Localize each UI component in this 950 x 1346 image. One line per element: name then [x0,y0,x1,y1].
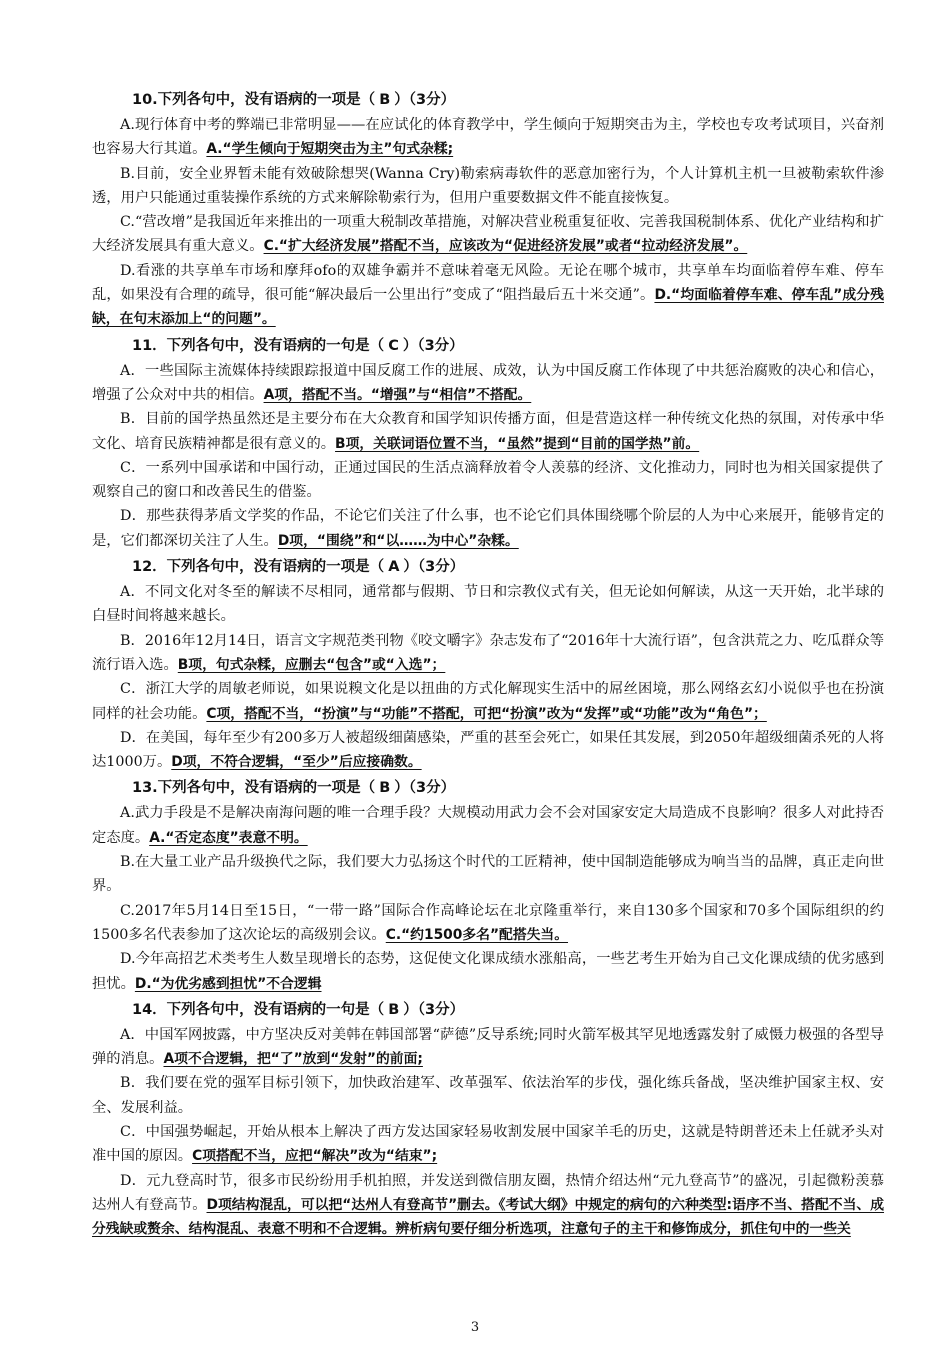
option-b: B.在大量工业产品升级换代之际，我们要大力弘扬这个时代的工匠精神，使中国制造能够成为响当当的品牌，真正走向世界。 [92,854,884,895]
explanation-note: D.“均面临着停车难、停车乱”成分残缺，在句末添加上“的问题”。 [92,287,884,328]
explanation-note: A.“否定态度”表意不明。 [149,829,308,846]
explanation-note: A项，搭配不当。“增强”与“相信”不搭配。 [263,386,532,403]
explanation-note: D项，“围绕”和“以……为中心”杂糅。 [277,532,519,549]
answer-letter: B [379,780,391,797]
option-d: D.看涨的共享单车市场和摩拜ofo的双雄争霸并不意味着毫无风险。无论在哪个城市，共享单车均面临着停车难、停车乱，如果没有合理的疏导，很可能“解决最后一公里出行”变成了“阻挡最后五十米交通”。D.“均面临着停车难、停车乱”成分残缺，在句末添加上“的问题”。 [92,262,884,328]
option-c: C．浙江大学的周敏老师说，如果说糗文化是以扭曲的方式化解现实生活中的屌丝困境，那么网络玄幻小说似乎也在扮演同样的社会功能。C项，搭配不当，“扮演”与“功能”不搭配，可把“扮演”改为“发挥”或“功能”改为“角色”； [92,681,884,722]
page-number: 3 [470,1320,480,1335]
answer-letter: A [388,559,400,576]
option-d: D．元九登高时节，很多市民纷纷用手机拍照，并发送到微信朋友圈，热情介绍达州“元九登高节”的盛况，引起微粉羡慕达州人有登高节。D项结构混乱，可以把“达州人有登高节”删去。《考试大纲》中规定的病句的六种类型:语序不当、搭配不当、成分残缺或赘余、结构混乱、表意不明和不合逻辑。辨析病句要仔细分析选项，注意句子的主干和修饰成分，抓住句中的一些关 [92,1172,885,1238]
explanation-note: D.“为优劣感到担忧”不合逻辑 [134,975,322,992]
option-d: D．那些获得茅盾文学奖的作品，不论它们关注了什么事，也不论它们具体围绕哪个阶层的人为中心来展开，能够肯定的是，它们都深切关注了人生。D项，“围绕”和“以……为中心”杂糅。 [92,508,884,549]
option-d: D．在美国，每年至少有200多万人被超级细菌感染，严重的甚至会死亡，如果任其发展，到2050年超级细菌杀死的人将达1000万。D项，不符合逻辑，“至少”后应接确数。 [92,729,884,771]
option-b: B．目前的国学热虽然还是主要分布在大众教育和国学知识传播方面，但是营造这样一种传统文化热的氛围，对传承中华文化、培育民族精神都是很有意义的。B项，关联词语位置不当，“虽然”提到“目前的国学热”前。 [92,411,884,452]
question-10 [92,88,884,332]
answer-letter: B [379,92,391,108]
document-page [92,86,884,1241]
question-title: 14．下列各句中，没有语病的一句是（ B ）（3分） [132,1001,465,1018]
option-a: A．不同文化对冬至的解读不尽相同，通常都与假期、节日和宗教仪式有关，但无论如何解读，从这一天开始，北半球的白昼时间将越来越长。 [92,584,884,625]
option-c: C.2017年5月14日至15日，“一带一路”国际合作高峰论坛在北京隆重举行，来自130多个国家和70多个国际组织的约1500多名代表参加了这次论坛的高级别会议。C.“约1500多名”配搭失当。 [92,902,884,943]
question-14 [92,998,884,1242]
question-title: 13.下列各句中，没有语病的一项是（ B ）（3分） [132,780,456,797]
question-11 [92,334,884,553]
option-c: C．一系列中国承诺和中国行动，正通过国民的生活点滴释放着令人羡慕的经济、文化推动力，同时也为相关国家提供了观察自己的窗口和改善民生的借鉴。 [92,459,884,501]
explanation-note: A项不合逻辑，把“了”放到“发射”的前面; [163,1051,423,1068]
explanation-note: C项搭配不当，应把“解决”改为“结束”; [192,1148,438,1165]
answer-letter: B [388,1001,400,1018]
question-title: 12．下列各句中，没有语病的一项是（ A ）（3分） [132,559,465,576]
option-b: B.目前，安全业界暂未能有效破除想哭(Wanna Cry)勒索病毒软件的恶意加密行为，个人计算机主机一旦被勒索软件渗透，用户只能通过重装操作系统的方式来解除勒索行为，但用户重要数据文件不能直接恢复。 [92,165,884,206]
option-b: B．我们要在党的强军目标引领下，加快政治建军、改革强军、依法治军的步伐，强化练兵备战，坚决维护国家主权、安全、发展利益。 [92,1075,884,1116]
option-a: A.现行体育中考的弊端已非常明显——在应试化的体育教学中，学生倾向于短期突击为主，学校也专攻考试项目，兴奋剂也容易大行其道。A.“学生倾向于短期突击为主”句式杂糅; [92,117,884,158]
explanation-note: B项，关联词语位置不当，“虽然”提到“目前的国学热”前。 [335,435,700,452]
explanation-note: C.“约1500多名”配搭失当。 [385,926,569,943]
question-12 [92,555,884,774]
answer-letter: C [388,337,399,354]
question-title: 10.下列各句中，没有语病的一项是（ B ）（3分） [132,92,456,108]
option-b: B．2016年12月14日，语言文字规范类刊物《咬文嚼字》杂志发布了“2016年十大流行语”，包含洪荒之力、吃瓜群众等流行语入选。B项，句式杂糅，应删去“包含”或“入选”； [92,632,884,673]
option-d: D.今年高招艺术类考生人数呈现增长的态势，这促使文化课成绩水涨船高，一些艺考生开始为自己文化课成绩的优劣感到担忧。D.“为优劣感到担忧”不合逻辑 [92,951,884,992]
explanation-note: C.“扩大经济发展”搭配不当，应该改为“促进经济发展”或者“拉动经济发展”。 [263,238,748,255]
question-13 [92,776,884,995]
explanation-note: D项结构混乱，可以把“达州人有登高节”删去。《考试大纲》中规定的病句的六种类型:语序不当、搭配不当、成分残缺或赘余、结构混乱、表意不明和不合逻辑。辨析病句要仔细分析选项，注意句子的主干和修饰成分，抓住句中的一些关 [92,1196,885,1238]
option-c: C.“营改增”是我国近年来推出的一项重大税制改革措施，对解决营业税重复征收、完善我国税制体系、优化产业结构和扩大经济发展具有重大意义。C.“扩大经济发展”搭配不当，应该改为“促进经济发展”或者“拉动经济发展”。 [92,214,884,255]
explanation-note: A.“学生倾向于短期突击为主”句式杂糅; [206,141,454,158]
explanation-note: C项，搭配不当，“扮演”与“功能”不搭配，可把“扮演”改为“发挥”或“功能”改为“角色”； [206,705,767,722]
option-a: A.武力手段是不是解决南海问题的唯一合理手段？大规模动用武力会不会对国家安定大局造成不良影响？很多人对此持否定态度。A.“否定态度”表意不明。 [92,805,884,846]
option-a: A．一些国际主流媒体持续跟踪报道中国反腐工作的进展、成效，认为中国反腐工作体现了中共惩治腐败的决心和信心，增强了公众对中共的相信。A项，搭配不当。“增强”与“相信”不搭配。 [92,362,884,403]
explanation-note: D项，不符合逻辑，“至少”后应接确数。 [171,754,422,771]
explanation-note: B项，句式杂糅，应删去“包含”或“入选”； [177,656,446,673]
option-c: C．中国强势崛起，开始从根本上解决了西方发达国家轻易收割发展中国家羊毛的历史，这就是特朗普还未上任就矛头对准中国的原因。C项搭配不当，应把“解决”改为“结束”; [92,1123,884,1165]
question-title: 11．下列各句中，没有语病的一句是（ C ）（3分） [132,337,464,354]
option-a: A．中国军网披露，中方坚决反对美韩在韩国部署“萨德”反导系统;同时火箭军极其罕见地透露发射了威慑力极强的各型导弹的消息。A项不合逻辑，把“了”放到“发射”的前面; [92,1026,884,1068]
